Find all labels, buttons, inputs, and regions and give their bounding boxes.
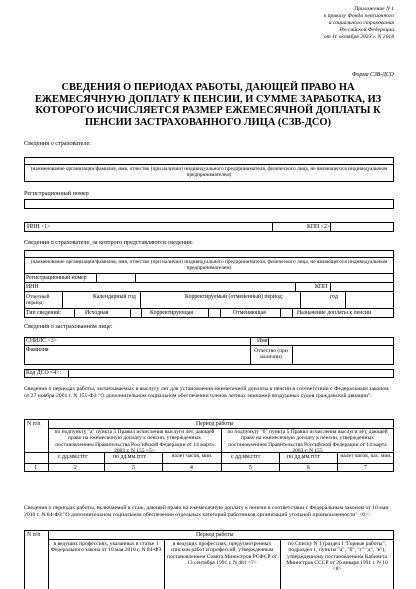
section2-col-period: Период работы [196, 532, 234, 538]
dso-code-row [24, 369, 394, 378]
type-assign-option[interactable]: Назначение доплаты к пенсии [297, 310, 372, 316]
represented-inn-kpp-row [24, 283, 394, 292]
section1-num-6: 6 [307, 465, 310, 471]
appendix-note [234, 6, 394, 41]
represented-reg-number-label: Регистрационный номер [26, 275, 87, 281]
first-name-label: Имя [257, 338, 268, 344]
section1-num-7: 7 [364, 465, 367, 471]
represented-inn-label: ИНН [26, 284, 39, 290]
section1-intro: Сведения о периодах работы, засчитываемых в выслугу лет для установления ежемесячной доплаты к пенсии в соответствии с Федеральным законом от 27 ноября 2001 г. N 155-ФЗ "О дополнительном социальном обеспечении членов летных экипажей воздушных судов гражданской авиации": [24, 386, 389, 399]
section1-col-b: по подпункту "б" пункта 5 Правил исчисления выслуги лет, дающей право на ежемесячную доплату к пенсии, утвержденных постановлением Правительства Российской Федерации от 14 марта 2003 г. N 155 [227, 429, 388, 454]
section1-from-b: с дд.мм.гггг [231, 454, 261, 460]
type-cancel-option[interactable]: Отменяющая [233, 310, 266, 316]
insurer-inn-label: ИНН <1> [27, 224, 51, 230]
insured-label: Сведения о застрахованном лице: [24, 323, 113, 330]
section1-col-num: N п/п [27, 421, 41, 427]
appendix-line: к приказу Фонда пенсионного [323, 13, 394, 19]
section1-num-4: 4 [190, 465, 193, 471]
type-corrective-option[interactable]: Корректирующая [150, 310, 193, 316]
snils-label: СНИЛС <3> [26, 338, 57, 344]
document-title: СВЕДЕНИЯ О ПЕРИОДАХ РАБОТЫ, ДАЮЩЕЙ ПРАВО НА ЕЖЕМЕСЯЧНУЮ ДОПЛАТУ К ПЕНСИИ, И СУММЕ ЗАРАБОТКА, ИЗ КОТОРОГО ИСЧИСЛЯЕТСЯ РАЗМЕР ЕЖЕМЕСЯЧНОЙ ДОПЛАТЫ К ПЕНСИИ ЗАСТРАХОВАННОГО ЛИЦА (СЗВ-ДСО) [34, 82, 382, 128]
insurer-reg-number-field[interactable] [24, 199, 394, 209]
insurer-label: Сведения о страхователе: [24, 140, 91, 147]
represented-reg-number-field[interactable] [96, 274, 136, 283]
appendix-line: и социального страхования [328, 20, 394, 26]
insurer-name-hint: (наименование организации/фамилия, имя, отчество (при наличии) индивидуального предпринимателя, физического лица, не являющегося индивидуальным предпринимателем) [24, 165, 394, 182]
form-code: Форма СЗВ-ДСО [351, 72, 394, 78]
reporting-period-label: Отчетный период: [26, 294, 50, 307]
section2-intro: Сведения о периодах работы, включаемой в стаж, дающей право на ежемесячную доплату к пенсии в соответствии с Федеральным законом от 10 мая 2010 г. N 84-ФЗ "О дополнительном социальном обеспечении отдельных категорий работников организаций угольной промышленности" <6>: [24, 505, 388, 518]
insured-snils-row [24, 337, 394, 346]
section1-num-1: 1 [34, 465, 37, 471]
section1-flight-b: налет часов, час. мин. [340, 453, 392, 459]
section1-num-3: 3 [132, 465, 135, 471]
dso-code-label: Код ДСО <4>: [26, 370, 62, 376]
last-name-label: Фамилия [26, 347, 49, 353]
corrected-period-label: Корректируемый (отмененный) период: [185, 294, 284, 300]
represented-label: Сведения о страхователе, за которого представляются сведения: [24, 239, 193, 246]
section1-flight-a: налет часов, мин. [171, 453, 213, 459]
represented-name-field[interactable] [24, 250, 394, 258]
insurer-inn-kpp-row [24, 222, 394, 232]
corrected-year-label: год [330, 294, 338, 300]
section1-col-period: Период работы [196, 421, 234, 427]
type-initial-option[interactable]: Исходная [85, 310, 109, 316]
represented-kpp-label: КПП [315, 284, 328, 290]
patronymic-label: Отчество (при наличии) [254, 348, 288, 361]
section1-num-2: 2 [74, 465, 77, 471]
insured-name-row [24, 346, 394, 365]
info-type-label: Тип сведений: [26, 310, 62, 316]
section1-from-a: с дд.мм.гггг [58, 454, 88, 460]
appendix-line: Приложение N 1 [354, 6, 394, 12]
section1-num-5: 5 [249, 465, 252, 471]
insurer-reg-number-label: Регистрационный номер [24, 190, 89, 197]
represented-name-hint: (наименование организации/фамилия, имя, отчество (при наличии) индивидуального предпринимателя, физического лица, не являющегося индивидуальным предпринимателем) [24, 258, 394, 274]
section2-col-c: по Списку N 1 (раздел I "Горные работы", подраздел 1, пункты "а", "б", "г" "д", "е"), утвержденному постановлением Кабинета Министров СССР от 26 января 1991 г. N 10 <8> [286, 541, 388, 573]
appendix-line: Российской Федерации [339, 27, 394, 33]
section1-to-b: по дд.мм.гггг [287, 454, 321, 460]
appendix-line: от 11 октября 2023 г. N 2018 [323, 34, 394, 40]
section2-col-b: в ведущих профессиях, предусмотренных списком работ и профессий, утвержденным постановлением Совета Министров РСФСР от 13 сентября 1991 г. N 481 <7> [167, 541, 277, 566]
section1-to-a: по дд.мм.гггг [113, 454, 147, 460]
calendar-year-label: Календарный год [93, 294, 136, 300]
insurer-kpp-label: КПП <2> [307, 224, 331, 230]
section1-col-a: по подпункту "а" пункта 5 Правил исчисления выслуги лет, дающей право на ежемесячную доплату к пенсии, утвержденных постановлением Правительства Российской Федерации от 14 марта 2003 г. N 155 <5> [54, 429, 215, 454]
section2-col-num: N п/п [27, 532, 41, 538]
section2-col-a: в ведущих профессиях, указанных в статье 1 Федерального закона от 10 мая 2010 г. N 84-ФЗ [50, 541, 162, 554]
insurer-name-field[interactable] [24, 157, 394, 165]
